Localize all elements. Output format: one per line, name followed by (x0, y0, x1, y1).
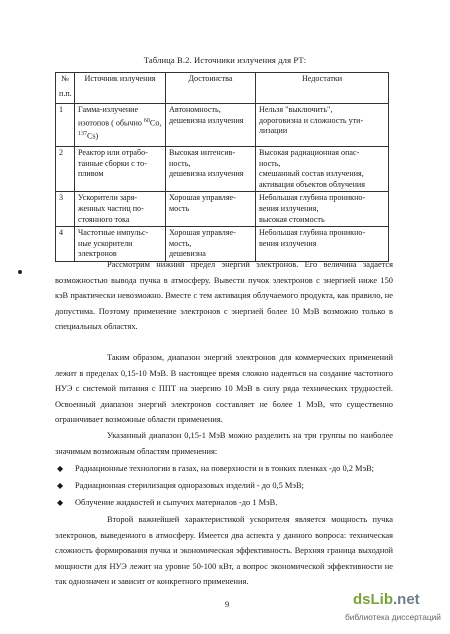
watermark (345, 591, 450, 631)
cell-line: мость, (169, 238, 192, 248)
row-disadvantages (256, 104, 389, 147)
table-row (56, 104, 389, 147)
cell-line: вения излучения, (259, 203, 319, 213)
table-header-row (56, 73, 389, 104)
row-number: 4 (56, 227, 75, 262)
header-number-sub: п.п. (59, 88, 72, 98)
cell-line: Автономность, (169, 105, 221, 114)
paragraph: Указанный диапазон 0,15-1 МэВ можно разделить на три группы по наиболее значимым возможным областям применения: (55, 431, 393, 456)
cell-line: пливом (78, 169, 104, 179)
cell-line: танные сборки с то- (78, 158, 147, 168)
cell-line: ные ускорители (78, 238, 133, 248)
row-disadvantages (256, 192, 389, 227)
cell-line: активация объектов облучения (259, 179, 365, 189)
table-row (56, 192, 389, 227)
row-number: 1 (56, 104, 75, 147)
cell-line: ность, (259, 158, 281, 168)
header-number-label: № (61, 74, 69, 83)
row-source (75, 147, 166, 192)
margin-dot (18, 270, 22, 274)
watermark-logo (353, 591, 420, 608)
header-number (56, 73, 75, 104)
diamond-bullet-icon: ◆ (57, 498, 64, 507)
table-row (56, 147, 389, 192)
page-number: 9 (225, 600, 230, 609)
cell-line: высокая стоимость (259, 214, 325, 224)
cell-line: дешевизна излучения (169, 115, 244, 125)
paragraph: Рассмотрим нижний предел энергий электронов. Его величина задается возможностью вывода пучка в атмосферу. Вывести пучок электронов с энергией ниже 150 кэВ практически невозможно. Вместе с тем активация облучаемого продукта, как правило, не допустима. Поэтому применение электронов с энергией более 10 МэВ возможно только в специальных областях. (55, 260, 393, 331)
row-source (75, 192, 166, 227)
cell-line: Нельзя "выключить", (259, 105, 333, 114)
cell-line: вения излучения (259, 238, 317, 248)
row-advantages (166, 147, 256, 192)
cell-line: дешевизна (169, 249, 206, 259)
list-item-text: Облучение жидкостей и сыпучих материалов -до 1 МэВ. (75, 498, 278, 507)
header-advantages: Достоинства (166, 73, 256, 104)
header-source: Источник излучения (75, 73, 166, 104)
paragraph: Второй важнейшей характеристикой ускорителя является мощность пучка электронов, выведенного в атмосферу. Имеется два аспекта у данного вопроса: техническая сложность формирования пучка и экономическая эффективность. Верхняя граница выходной мощности для НУЭ лежит на уровне 50-100 кВт, а вопрос экономической эффективности не так однозначен и зависит от конкретного применения. (55, 515, 393, 586)
diamond-bullet-icon: ◆ (57, 464, 64, 473)
row-source (75, 104, 166, 147)
cell-line: дороговизна и сложность ути- (259, 115, 364, 125)
cell-line: лизации (259, 126, 288, 136)
cell-line: Ускорители заря- (78, 193, 138, 203)
isotope-element: Cs) (87, 131, 99, 141)
row-disadvantages (256, 147, 389, 192)
row-advantages (166, 192, 256, 227)
isotope-mass: 60 (143, 117, 150, 124)
cell-line: Реактор или отрабо- (78, 148, 148, 157)
cell-line: Небольшая глубина проникно- (259, 228, 366, 238)
diamond-bullet-icon: ◆ (57, 481, 64, 490)
cell-line: Хорошая управляе- (169, 228, 236, 238)
logo-main: dsLib (353, 591, 393, 608)
cell-line: Небольшая глубина проникно- (259, 193, 366, 203)
row-number: 2 (56, 147, 75, 192)
row-source-text: Гамма-излучение изотопов ( обычно (78, 105, 144, 128)
cell-line: мость (169, 203, 190, 213)
table-caption: Таблица В.2. Источники излучения для РТ: (143, 55, 307, 65)
list-item-text: Радиационная стерилизация одноразовых изделий - до 0,5 МэВ; (75, 481, 304, 490)
cell-line: Высокая интенсив- (169, 148, 236, 157)
cell-line: Хорошая управляе- (169, 193, 236, 203)
row-advantages (166, 104, 256, 147)
radiation-sources-table (55, 72, 389, 262)
cell-line: дешевизна излучения (169, 169, 244, 179)
isotope-mass: 137 (78, 130, 87, 137)
row-number: 3 (56, 192, 75, 227)
cell-line: Высокая радиационная опас- (259, 148, 360, 157)
logo-suffix: .net (393, 591, 420, 608)
cell-line: смешанный состав излучения, (259, 169, 364, 179)
cell-line: стоянного тока (78, 214, 130, 224)
cell-line: женных частиц по- (78, 203, 144, 213)
isotope-element: Co, (149, 118, 162, 128)
cell-line: электронов (78, 249, 117, 259)
cell-line: Частотные импульс- (78, 228, 149, 238)
header-disadvantages: Недостатки (256, 73, 389, 104)
paragraph: Таким образом, диапазон энергий электронов для коммерческих применений лежит в пределах 0,15-10 МэВ. В настоящее время сложно надеяться на создание частотного НУЭ с системой питания с ППТ на энергию 10 МэВ в силу ряда технических трудностей. Освоенный диапазон энергий электронов составляет не более 1 МэВ, что существенно ограничивает возможные области применения. (55, 353, 393, 424)
cell-line: ность, (169, 158, 191, 168)
watermark-subtitle: библиотека диссертаций (345, 612, 441, 622)
list-item-text: Радиационные технологии в газах, на поверхности и в тонких пленках -до 0,2 МэВ; (75, 464, 374, 473)
